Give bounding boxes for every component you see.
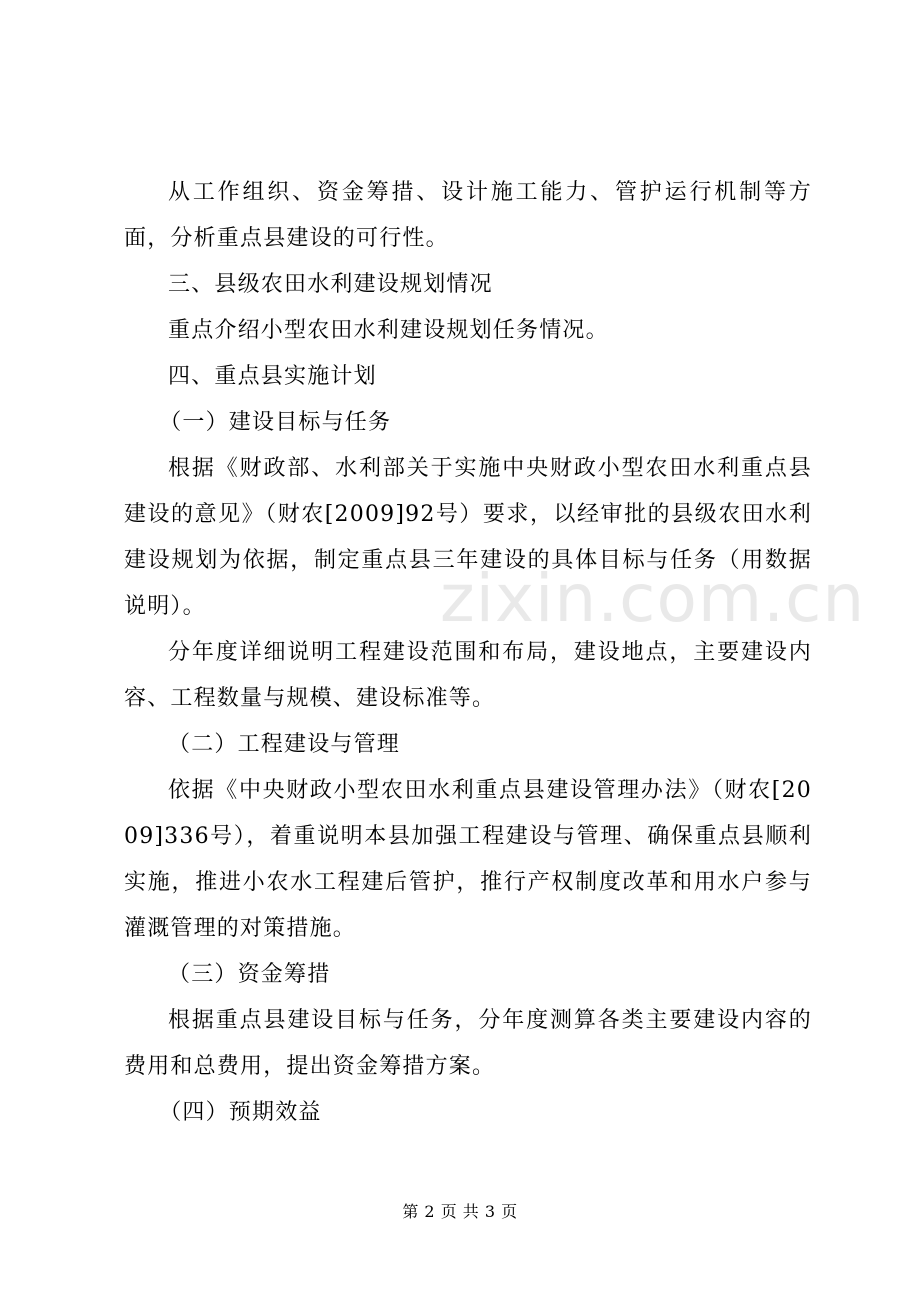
paragraph-goals: 根据《财政部、水利部关于实施中央财政小型农田水利重点县建设的意见》（财农[2009]92号）要求，以经审批的县级农田水利建设规划为依据，制定重点县三年建设的具体目标与任务（用数据说明）。: [124, 456, 812, 619]
paragraph-feasibility: 从工作组织、资金筹措、设计施工能力、管护运行机制等方面，分析重点县建设的可行性。: [124, 180, 812, 251]
page-number-footer: 第 2 页 共 3 页: [402, 1202, 518, 1221]
subheading-1: （一）建设目标与任务: [159, 410, 392, 435]
paragraph-planning: 重点介绍小型农田水利建设规划任务情况。: [168, 318, 609, 343]
section-heading-3: 三、县级农田水利建设规划情况: [168, 272, 493, 297]
subheading-2: （二）工程建设与管理: [168, 732, 401, 757]
watermark: zixin.com.cn: [440, 560, 866, 637]
paragraph-funding: 根据重点县建设目标与任务，分年度测算各类主要建设内容的费用和总费用，提出资金筹措方案。: [124, 1008, 812, 1079]
section-heading-4: 四、重点县实施计划: [168, 364, 377, 389]
document-body: [124, 170, 812, 1136]
subheading-3: （三）资金筹措: [168, 962, 331, 987]
paragraph-management: 依据《中央财政小型农田水利重点县建设管理办法》（财农[2009]336号），着重说明本县加强工程建设与管理、确保重点县顺利实施，推进小农水工程建后管护，推行产权制度改革和用水户参与灌溉管理的对策措施。: [124, 778, 812, 941]
paragraph-annual-detail: 分年度详细说明工程建设范围和布局，建设地点，主要建设内容、工程数量与规模、建设标准等。: [124, 640, 812, 711]
subheading-4: （四）预期效益: [159, 1100, 322, 1125]
